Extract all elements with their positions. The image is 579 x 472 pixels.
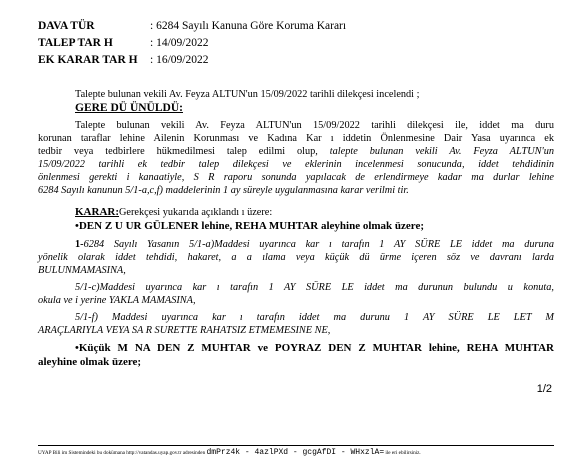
verification-code: dmPrz4k - 4azlPXd - gcgAfDI - WHxzlA= bbox=[206, 448, 385, 457]
bullet-protected-person-2: •Küçük M NA DEN Z MUHTAR ve POYRAZ DEN Z MUHTAR lehine, REHA MUHTAR bbox=[75, 342, 554, 354]
footer-divider bbox=[38, 445, 554, 446]
footer-verification bbox=[38, 448, 421, 457]
dava-turu-label: DAVA TÜR bbox=[38, 20, 95, 32]
measure-line: yönelik olarak iddet tehdidi, hakaret, a a ılama veya küçük dü ürme içeren söz ve davranı larda bbox=[38, 252, 554, 263]
paragraph-line: Talepte bulunan vekili Av. Feyza ALTUN'un 15/09/2022 tarihli dilekçesi ile, iddet ma duru bbox=[75, 120, 554, 131]
page-number: 1/2 bbox=[536, 383, 552, 395]
karar-text: Gerekçesi yukarıda açıklandı ı üzere: bbox=[119, 207, 273, 218]
paragraph-segment-italic: talepte bulunan vekili Av. Feyza ALTUN'un bbox=[329, 146, 554, 157]
bullet-protected-person-1: •DEN Z U UR GÜLENER lehine, REHA MUHTAR aleyhine olmak üzere; bbox=[75, 220, 425, 232]
ek-karar-tarihi-row bbox=[38, 54, 208, 66]
talep-tarihi-row bbox=[38, 37, 208, 49]
measure-line: okula ve i yerine YAKLA MAMASINA, bbox=[38, 295, 196, 306]
karar-line bbox=[75, 206, 272, 218]
measure-number: 1- bbox=[75, 239, 84, 250]
measure-line: 5/1-c)Maddesi uyarınca kar ı tarafın 1 AY SÜRE LE iddet ma durunun bulundu u konuta, bbox=[75, 282, 554, 293]
heading-geregi: GERE DÜ ÜNÜLDÜ: bbox=[75, 102, 183, 114]
talep-tarihi-value: : 14/09/2022 bbox=[150, 37, 209, 49]
bullet-protected-person-2-cont: aleyhine olmak üzere; bbox=[38, 356, 142, 368]
paragraph-line: korunan taraflar lehine Ailenin Korunması ve Kadına Kar ı iddetin Önlenmesine Dair Yasa uyarınca ek bbox=[38, 133, 554, 144]
paragraph-line: 15/09/2022 tarihli ek tedbir talep dilekçesi ve eklerinin incelenmesi sonucunda, iddet tehdidinin bbox=[38, 159, 554, 170]
dava-turu-row bbox=[38, 20, 346, 32]
ek-karar-tarihi-label: EK KARAR TAR H bbox=[38, 54, 138, 66]
footer-suffix: ile eri ebilirsiniz. bbox=[385, 450, 421, 456]
talep-tarihi-label: TALEP TAR H bbox=[38, 37, 113, 49]
ek-karar-tarihi-value: : 16/09/2022 bbox=[150, 54, 209, 66]
karar-label: KARAR: bbox=[75, 206, 119, 218]
paragraph-segment: tedbir veya tedbirlere hükmedilmesi talep edilmi olup, bbox=[38, 146, 330, 157]
paragraph-line: önlenmesi gerekti i kanaatiyle, S R raporu sonunda yapılacak de erlendirmeye kadar ma durlar lehine bbox=[38, 172, 554, 183]
measure-line: ARAÇLARIYLA VEYA SA R SURETTE RAHATSIZ ETMEMESINE NE, bbox=[38, 325, 331, 336]
measure-text: 6284 Sayılı Yasanın 5/1-a)Maddesi uyarınca kar ı tarafın 1 AY SÜRE LE iddet ma duruna bbox=[83, 239, 554, 250]
measure-line: 5/1-f) Maddesi uyarınca kar ı tarafın iddet ma durunu 1 AY SÜRE LE LET M bbox=[75, 312, 554, 323]
measure-line: BULUNMAMASINA, bbox=[38, 265, 126, 276]
paragraph-line: 6284 Sayılı kanunun 5/1-a,c,f) maddelerinin 1 ay süreyle uygulanmasına karar verilmi tir. bbox=[38, 185, 409, 196]
measure-line bbox=[75, 239, 554, 250]
intro-text: Talepte bulunan vekili Av. Feyza ALTUN'un 15/09/2022 tarihli dilekçesi incelendi ; bbox=[75, 89, 420, 100]
dava-turu-value: : 6284 Sayılı Kanuna Göre Koruma Kararı bbox=[150, 20, 347, 32]
paragraph-line bbox=[38, 146, 554, 157]
footer-text: UYAP Bili im Sistemindeki bu dokümana http://vatandas.uyap.gov.tr adresinden bbox=[38, 450, 206, 456]
